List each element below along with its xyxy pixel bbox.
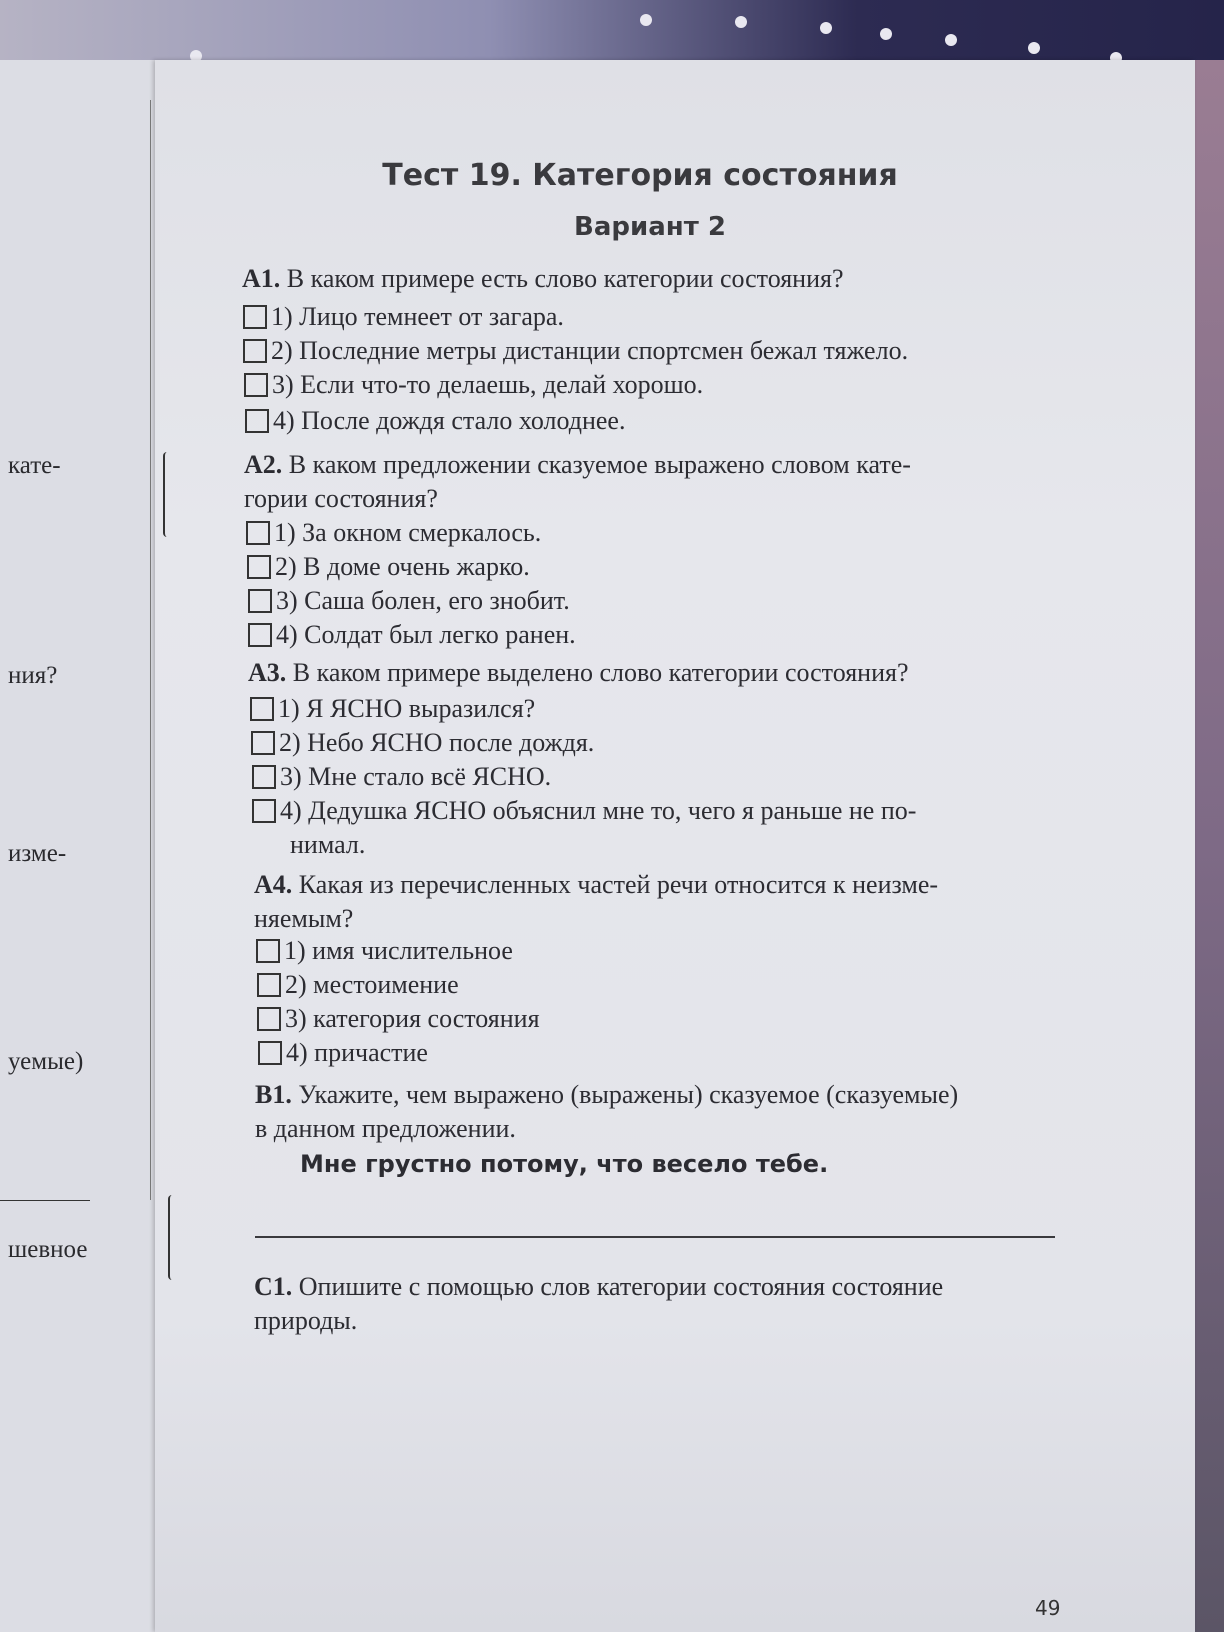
left-page-fragment: шевное (8, 1236, 88, 1263)
question-text: В каком примере есть слово категории состояния? (286, 264, 844, 293)
answer-line[interactable] (255, 1236, 1055, 1238)
left-page-fragment: уемые) (8, 1048, 84, 1075)
option-text: 1) За окном смеркалось. (274, 518, 542, 547)
answer-option (258, 1038, 428, 1068)
option-continuation: нимал. (290, 830, 366, 859)
answer-option (245, 406, 625, 436)
answer-option (244, 370, 703, 400)
option-text: 1) Лицо темнеет от загара. (271, 302, 564, 331)
left-page-rule (0, 1200, 90, 1201)
question-number: A1. (242, 264, 281, 293)
question-text: В каком предложении сказуемое выражено словом кате- (288, 450, 911, 479)
option-text: 2) местоимение (285, 970, 459, 999)
answer-option (257, 970, 459, 1000)
handwritten-bracket (168, 1195, 178, 1280)
decorative-dot (880, 28, 892, 40)
option-text: 2) Небо ЯСНО после дождя. (279, 728, 595, 757)
variant-label: Вариант 2 (574, 212, 726, 242)
answer-checkbox[interactable] (250, 697, 274, 721)
option-text: 2) В доме очень жарко. (275, 552, 530, 581)
question-text: Какая из перечисленных частей речи относится к неизме- (298, 870, 939, 899)
decorative-dot (945, 34, 957, 46)
option-text: 3) категория состояния (285, 1004, 540, 1033)
answer-option (256, 936, 513, 966)
option-text: 3) Саша болен, его знобит. (276, 586, 570, 615)
decorative-dot (820, 22, 832, 34)
answer-option (248, 586, 570, 616)
question-number: A2. (244, 450, 283, 479)
answer-option (243, 302, 564, 332)
handwritten-bracket (163, 452, 173, 537)
question-number: C1. (254, 1272, 293, 1301)
question-number: A3. (248, 658, 287, 687)
question-text: в данном предложении. (255, 1114, 516, 1143)
answer-checkbox[interactable] (257, 1007, 281, 1031)
question-text: природы. (254, 1306, 358, 1335)
question-a2 (244, 448, 1064, 516)
question-a4 (254, 868, 1074, 936)
decorative-dot (1028, 42, 1040, 54)
option-text: 4) Дедушка ЯСНО объяснил мне то, чего я раньше не по- (280, 796, 917, 825)
answer-checkbox[interactable] (256, 939, 280, 963)
question-b1 (255, 1078, 1075, 1146)
left-page-fragment: изме- (8, 840, 67, 867)
question-text: гории состояния? (244, 484, 438, 513)
question-number: A4. (254, 870, 293, 899)
answer-option (251, 728, 594, 758)
question-text: В каком примере выделено слово категории состояния? (292, 658, 909, 687)
answer-option (257, 1004, 540, 1034)
margin-line (150, 100, 151, 1200)
answer-option (252, 796, 916, 826)
answer-option (243, 336, 908, 366)
option-text: 3) Если что-то делаешь, делай хорошо. (272, 370, 704, 399)
question-a1 (242, 262, 843, 296)
answer-checkbox[interactable] (257, 973, 281, 997)
answer-option (246, 518, 541, 548)
left-page-fragment: кате- (8, 452, 61, 479)
page-title: Тест 19. Категория состояния (382, 158, 898, 193)
answer-checkbox[interactable] (243, 305, 267, 329)
answer-option (250, 694, 535, 724)
answer-checkbox[interactable] (252, 765, 276, 789)
question-number: B1. (255, 1080, 292, 1109)
answer-checkbox[interactable] (258, 1041, 282, 1065)
question-text: няемым? (254, 904, 354, 933)
answer-checkbox[interactable] (246, 521, 270, 545)
option-text: 3) Мне стало всё ЯСНО. (280, 762, 552, 791)
option-text: 4) Солдат был легко ранен. (276, 620, 576, 649)
option-text: 4) причастие (286, 1038, 428, 1067)
answer-checkbox[interactable] (251, 731, 275, 755)
answer-checkbox[interactable] (248, 623, 272, 647)
question-text: Опишите с помощью слов категории состояния состояние (298, 1272, 944, 1301)
left-page (0, 60, 175, 1632)
page-number: 49 (1035, 1596, 1061, 1620)
option-text: 1) имя числительное (284, 936, 513, 965)
question-a3 (248, 656, 908, 690)
answer-option (248, 620, 576, 650)
answer-checkbox[interactable] (244, 373, 268, 397)
option-text: 2) Последние метры дистанции спортсмен бежал тяжело. (271, 336, 909, 365)
decorative-dot (640, 14, 652, 26)
answer-checkbox[interactable] (245, 409, 269, 433)
answer-checkbox[interactable] (252, 799, 276, 823)
question-text: Укажите, чем выражено (выражены) сказуемое (сказуемые) (298, 1080, 959, 1109)
question-c1 (254, 1270, 1074, 1338)
answer-option (247, 552, 530, 582)
decorative-dot (735, 16, 747, 28)
option-text: 1) Я ЯСНО выразился? (278, 694, 536, 723)
answer-checkbox[interactable] (248, 589, 272, 613)
example-sentence: Мне грустно потому, что весело тебе. (300, 1150, 829, 1178)
left-page-fragment: ния? (8, 662, 58, 689)
answer-checkbox[interactable] (247, 555, 271, 579)
answer-checkbox[interactable] (243, 339, 267, 363)
answer-option (252, 762, 551, 792)
option-text: 4) После дождя стало холоднее. (273, 406, 626, 435)
